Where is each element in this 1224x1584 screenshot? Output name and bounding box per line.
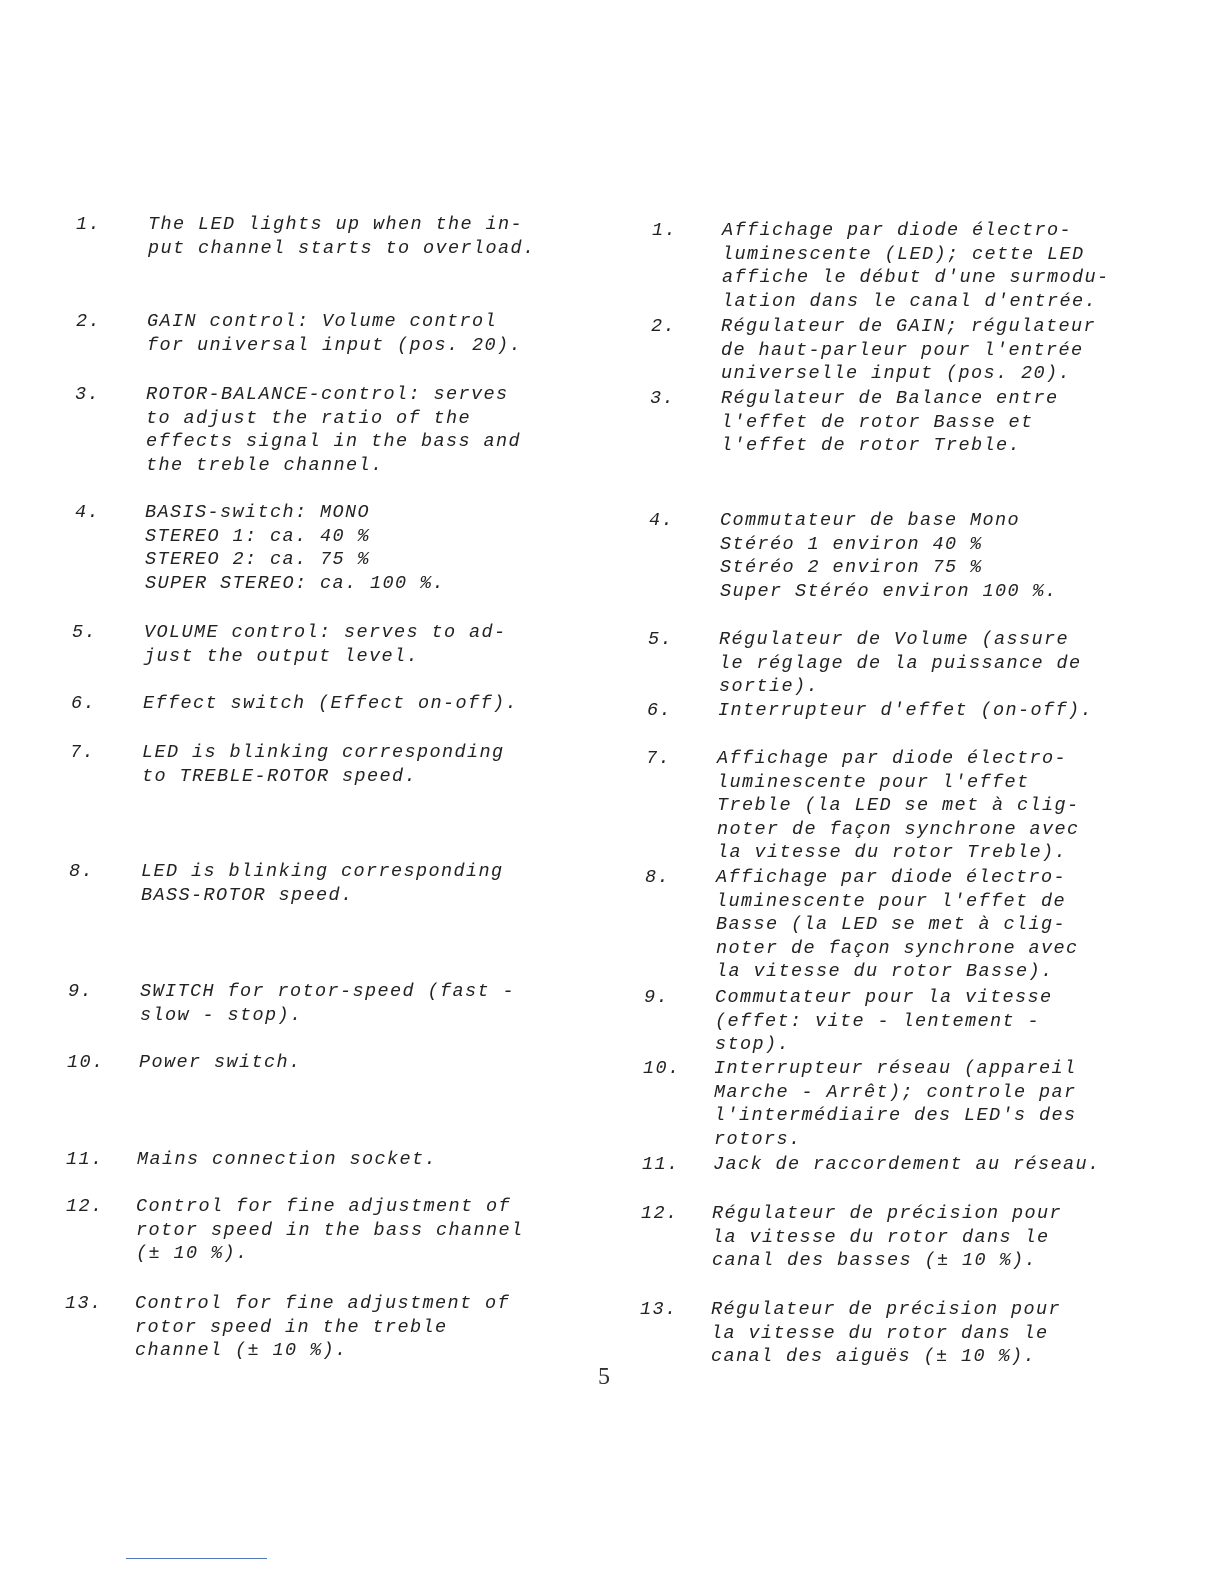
item-text-line: ROTOR-BALANCE-control: serves <box>146 384 509 405</box>
item-text-line: Affichage par diode électro- <box>722 220 1073 241</box>
item-number: 10. <box>67 1052 105 1073</box>
item-text-line: SWITCH for rotor-speed (fast - <box>140 981 516 1002</box>
item-text-line: Stéréo 1 environ 40 % <box>720 533 983 555</box>
item-number: 13. <box>65 1293 103 1314</box>
item-text-line: Super Stéréo environ 100 %. <box>720 580 1058 602</box>
item-text-line: la vitesse du rotor dans le <box>712 1226 1050 1248</box>
item-number: 8. <box>645 867 671 888</box>
footer-rule <box>126 1558 267 1559</box>
item-text-line: Control for fine adjustment of <box>135 1293 511 1314</box>
item-text-line: LED is blinking corresponding <box>142 742 505 763</box>
item-text-line: stop). <box>715 1034 791 1055</box>
item-number: 3. <box>650 388 676 409</box>
item-text-line: the treble channel. <box>146 454 384 476</box>
item-text-line: rotor speed in the bass channel <box>136 1219 524 1241</box>
item-number: 3. <box>75 384 101 405</box>
item-text-line: Treble (la LED se met à clig- <box>717 795 1080 816</box>
item-text-line: affiche le début d'une surmodu- <box>722 267 1110 288</box>
item-text-line: canal des basses (± 10 %). <box>712 1250 1038 1271</box>
item-text-line: Commutateur de base Mono <box>720 510 1021 531</box>
item-text-line: Commutateur pour la vitesse <box>715 987 1053 1008</box>
item-text-line: for universal input (pos. 20). <box>147 334 523 356</box>
item-text-line: BASS-ROTOR speed. <box>141 884 354 906</box>
item-text-line: LED is blinking corresponding <box>141 861 504 882</box>
item-text-line: STEREO 1: ca. 40 % <box>145 525 371 547</box>
item-text-line: put channel starts to overload. <box>148 237 536 259</box>
item-number: 4. <box>75 502 101 523</box>
item-text-line: Interrupteur d'effet (on-off). <box>718 700 1094 721</box>
item-number: 5. <box>72 622 98 643</box>
item-text-line: Control for fine adjustment of <box>136 1196 512 1217</box>
item-text-line: l'effet de rotor Basse et <box>721 411 1034 433</box>
item-text-line: Régulateur de Volume (assure <box>719 629 1070 650</box>
item-number: 2. <box>651 316 677 337</box>
item-number: 5. <box>648 629 674 650</box>
item-text-line: STEREO 2: ca. 75 % <box>145 549 371 570</box>
item-number: 12. <box>641 1203 679 1224</box>
item-text-line: noter de façon synchrone avec <box>716 937 1079 959</box>
item-text-line: Marche - Arrêt); controle par <box>714 1081 1077 1103</box>
item-number: 7. <box>646 748 672 769</box>
item-text-line: effects signal in the bass and <box>146 431 522 452</box>
item-text-line: Stéréo 2 environ 75 % <box>720 557 983 578</box>
item-text-line: rotors. <box>714 1128 802 1150</box>
item-number: 1. <box>76 214 102 235</box>
item-text-line: Régulateur de précision pour <box>712 1203 1063 1224</box>
item-number: 8. <box>69 861 95 882</box>
item-text-line: l'intermédiaire des LED's des <box>714 1105 1077 1126</box>
item-text-line: Jack de raccordement au réseau. <box>713 1154 1101 1175</box>
item-text-line: to adjust the ratio of the <box>146 407 472 429</box>
item-text-line: la vitesse du rotor Treble). <box>717 842 1068 863</box>
item-text-line: luminescente pour l'effet de <box>716 890 1067 912</box>
item-text-line: Régulateur de GAIN; régulateur <box>721 316 1097 337</box>
item-text-line: la vitesse du rotor Basse). <box>716 961 1054 982</box>
item-text-line: la vitesse du rotor dans le <box>711 1322 1049 1344</box>
item-text-line: just the output level. <box>144 645 420 667</box>
item-text-line: Effect switch (Effect on-off). <box>143 693 519 714</box>
item-text-line: BASIS-switch: MONO <box>145 502 371 523</box>
item-text-line: The LED lights up when the in- <box>148 214 524 235</box>
item-text-line: luminescente pour l'effet <box>717 771 1030 793</box>
item-text-line: Mains connection socket. <box>137 1149 438 1170</box>
item-text-line: (effet: vite - lentement - <box>715 1010 1041 1032</box>
item-number: 2. <box>76 311 102 332</box>
item-number: 1. <box>652 220 678 241</box>
item-text-line: GAIN control: Volume control <box>147 311 498 332</box>
item-text-line: canal des aiguës (± 10 %). <box>711 1346 1037 1367</box>
item-text-line: Régulateur de Balance entre <box>721 388 1059 409</box>
item-number: 10. <box>643 1058 681 1079</box>
item-number: 9. <box>644 987 670 1008</box>
item-text-line: luminescente (LED); cette LED <box>722 243 1085 265</box>
item-text-line: Basse (la LED se met à clig- <box>716 914 1067 935</box>
item-number: 6. <box>647 700 673 721</box>
item-text-line: Affichage par diode électro- <box>717 748 1068 769</box>
item-text-line: lation dans le canal d'entrée. <box>722 290 1098 312</box>
item-text-line: SUPER STEREO: ca. 100 %. <box>145 572 446 594</box>
item-text-line: Régulateur de précision pour <box>711 1299 1062 1320</box>
item-number: 4. <box>649 510 675 531</box>
item-number: 6. <box>71 693 97 714</box>
item-number: 11. <box>66 1149 104 1170</box>
page-number: 5 <box>598 1364 610 1390</box>
item-text-line: (± 10 %). <box>136 1243 249 1264</box>
item-text-line: channel (± 10 %). <box>135 1340 348 1361</box>
item-text-line: sortie). <box>719 676 820 697</box>
item-text-line: Affichage par diode électro- <box>716 867 1067 888</box>
item-text-line: Interrupteur réseau (appareil <box>714 1058 1077 1079</box>
item-number: 12. <box>66 1196 104 1217</box>
item-text-line: VOLUME control: serves to ad- <box>144 622 507 643</box>
item-text-line: rotor speed in the treble <box>135 1316 448 1338</box>
item-text-line: to TREBLE-ROTOR speed. <box>142 765 418 787</box>
item-text-line: Power switch. <box>139 1052 302 1073</box>
item-text-line: l'effet de rotor Treble. <box>721 435 1022 456</box>
item-number: 11. <box>642 1154 680 1175</box>
item-text-line: le réglage de la puissance de <box>719 652 1082 674</box>
item-text-line: slow - stop). <box>140 1004 303 1026</box>
item-number: 9. <box>68 981 94 1002</box>
item-text-line: de haut-parleur pour l'entrée <box>721 339 1084 361</box>
item-text-line: universelle input (pos. 20). <box>721 363 1072 384</box>
item-text-line: noter de façon synchrone avec <box>717 818 1080 840</box>
item-number: 7. <box>70 742 96 763</box>
item-number: 13. <box>640 1299 678 1320</box>
